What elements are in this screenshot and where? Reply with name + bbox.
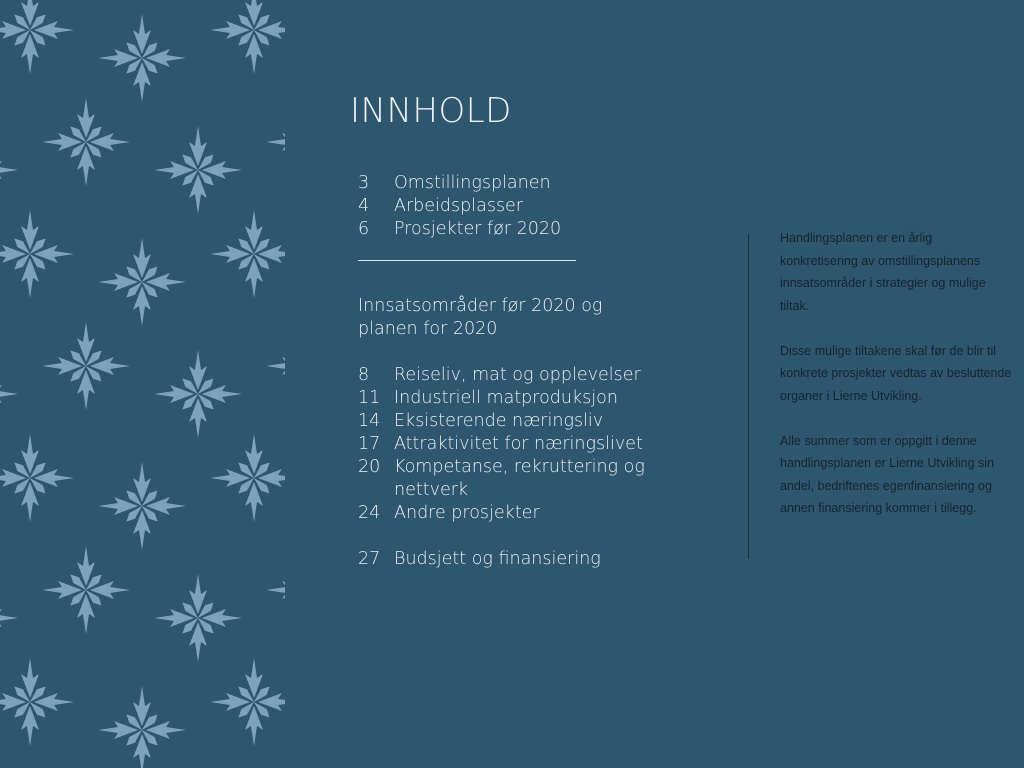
toc-entry-label: Attraktivitet for næringslivet <box>394 434 643 454</box>
snowflake-star-icon <box>210 0 285 74</box>
snowflake-star-icon <box>42 98 130 186</box>
toc-page-number: 4 <box>358 196 370 216</box>
snowflake-star-icon <box>98 238 186 326</box>
snowflake-star-icon <box>0 210 74 298</box>
snowflake-star-icon <box>266 98 285 186</box>
vertical-divider <box>748 234 749 559</box>
spacer <box>358 525 648 548</box>
toc-entry-label: Industriell matproduksjon <box>394 388 618 408</box>
snowflake-star-icon <box>154 350 242 438</box>
toc-page-number: 20 <box>358 457 381 477</box>
toc-page-number: 14 <box>358 411 381 431</box>
snowflake-star-icon <box>0 350 18 438</box>
toc-page-number: 11 <box>358 388 381 408</box>
snowflake-star-icon <box>0 126 18 214</box>
sidebar-notes <box>780 227 1012 542</box>
page-title: INNHOLD <box>350 91 512 131</box>
snowflake-star-icon <box>0 658 74 746</box>
sidebar-paragraph: Handlingsplanen er en årlig konkretisering av omstillingsplanens innsatsområder i strategier og mulige tiltak. <box>780 231 986 313</box>
toc-page-number: 8 <box>358 365 370 385</box>
toc-entry-label: Andre prosjekter <box>394 503 540 523</box>
table-of-contents <box>358 172 648 571</box>
toc-entry-label: Reiseliv, mat og opplevelser <box>394 365 641 385</box>
star-pattern-canvas <box>0 0 285 768</box>
toc-entry-arbeidsplasser[interactable] <box>358 195 648 218</box>
toc-entry-prosjekter-for-2020[interactable] <box>358 218 648 241</box>
snowflake-star-icon <box>0 0 74 74</box>
toc-page-number: 24 <box>358 503 381 523</box>
toc-entry-label: Budsjett og finansiering <box>394 549 601 569</box>
toc-entry-industriell-matproduksjon[interactable] <box>358 387 648 410</box>
decorative-star-pattern <box>0 0 285 768</box>
toc-entry-kompetanse[interactable] <box>358 456 648 502</box>
snowflake-star-icon <box>98 462 186 550</box>
toc-entry-label: Arbeidsplasser <box>394 196 524 216</box>
snowflake-star-icon <box>210 434 285 522</box>
snowflake-star-icon <box>98 686 186 768</box>
toc-page-number: 6 <box>358 219 370 239</box>
toc-entry-reiseliv[interactable] <box>358 364 648 387</box>
snowflake-star-icon <box>42 322 130 410</box>
toc-entry-omstillingsplanen[interactable] <box>358 172 648 195</box>
toc-entry-label: Kompetanse, rekruttering og nettverk <box>394 457 645 500</box>
snowflake-star-icon <box>210 210 285 298</box>
snowflake-star-icon <box>0 434 74 522</box>
toc-entry-attraktivitet[interactable] <box>358 433 648 456</box>
toc-page-number: 17 <box>358 434 381 454</box>
toc-entry-eksisterende-naeringsliv[interactable] <box>358 410 648 433</box>
toc-entry-budsjett[interactable] <box>358 548 648 571</box>
section-divider <box>358 260 576 261</box>
toc-entry-label: Omstillingsplanen <box>394 173 551 193</box>
snowflake-star-icon <box>210 658 285 746</box>
section-heading: Innsatsområder før 2020 og planen for 2020 <box>358 296 603 339</box>
snowflake-star-icon <box>42 546 130 634</box>
toc-entry-label: Prosjekter før 2020 <box>394 219 562 239</box>
snowflake-star-icon <box>266 546 285 634</box>
toc-entry-label: Eksisterende næringsliv <box>394 411 604 431</box>
snowflake-star-icon <box>266 322 285 410</box>
snowflake-star-icon <box>154 574 242 662</box>
snowflake-star-icon <box>154 126 242 214</box>
snowflake-star-icon <box>98 14 186 102</box>
toc-page-number: 27 <box>358 549 381 569</box>
toc-page-number: 3 <box>358 173 370 193</box>
toc-entry-andre-prosjekter[interactable] <box>358 502 648 525</box>
snowflake-star-icon <box>0 574 18 662</box>
sidebar-paragraph: Disse mulige tiltakene skal før de blir til konkrete prosjekter vedtas av besluttende organer i Lierne Utvikling. <box>780 343 1012 403</box>
sidebar-paragraph: Alle summer som er oppgitt i denne handlingsplanen er Lierne Utvikling sin andel, bedriftenes egenfinansiering og annen finansiering kommer i tillegg. <box>780 433 995 515</box>
